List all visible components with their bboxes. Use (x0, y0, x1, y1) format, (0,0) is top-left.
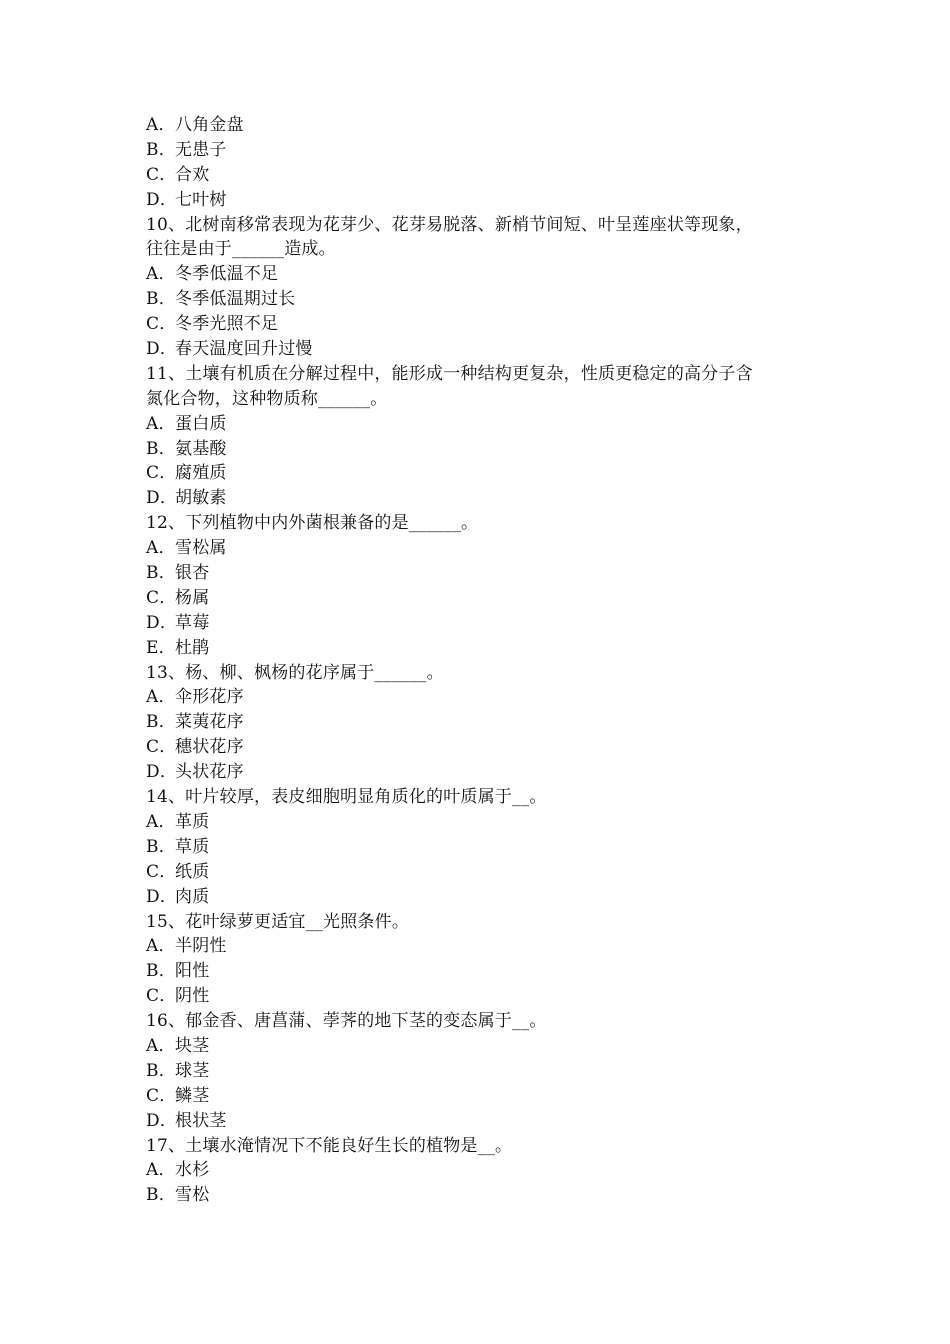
answer-option (146, 138, 816, 163)
option-text: 头状花序 (175, 762, 244, 783)
option-letter: B． (146, 139, 176, 160)
option-letter: E． (146, 637, 176, 658)
option-letter: C． (146, 861, 177, 882)
option-text: 胡敏素 (175, 488, 227, 509)
option-letter: A． (146, 1160, 176, 1181)
option-letter: C． (146, 1085, 177, 1106)
option-letter: C． (146, 463, 177, 484)
document-page (146, 113, 816, 1208)
option-letter: A． (146, 413, 176, 434)
question-text: 16、郁金香、唐菖蒲、荸荠的地下茎的变态属于__。 (146, 1011, 547, 1032)
option-text: 草莓 (175, 612, 210, 633)
question-text-continued: 氮化合物，这种物质称______。 (146, 388, 388, 409)
option-letter: A． (146, 811, 176, 832)
answer-option (146, 262, 816, 287)
answer-option (146, 710, 816, 735)
option-text: 合欢 (175, 164, 210, 185)
option-letter: A． (146, 264, 176, 285)
option-letter: A． (146, 936, 176, 957)
option-text: 革质 (175, 811, 210, 832)
answer-option (146, 337, 816, 362)
option-text: 无患子 (175, 139, 227, 160)
option-letter: B． (146, 712, 176, 733)
option-text: 伞形花序 (175, 687, 244, 708)
option-text: 腐殖质 (175, 463, 227, 484)
option-text: 菜荑花序 (175, 712, 244, 733)
option-letter: C． (146, 164, 177, 185)
option-text: 块茎 (175, 1035, 210, 1056)
answer-option (146, 312, 816, 337)
answer-option (146, 1109, 816, 1134)
question-text: 15、花叶绿萝更适宜__光照条件。 (146, 911, 410, 932)
question-text: 13、杨、柳、枫杨的花序属于______。 (146, 662, 444, 683)
answer-option (146, 885, 816, 910)
answer-option (146, 163, 816, 188)
option-letter: B． (146, 961, 176, 982)
option-text: 蛋白质 (175, 413, 227, 434)
option-letter: C． (146, 737, 177, 758)
option-text: 阴性 (175, 986, 210, 1007)
option-text: 八角金盘 (175, 115, 244, 135)
option-text: 水杉 (175, 1160, 210, 1181)
answer-option (146, 1059, 816, 1084)
answer-option (146, 810, 816, 835)
option-text: 肉质 (175, 886, 210, 907)
option-text: 鳞茎 (175, 1085, 210, 1106)
option-letter: A． (146, 687, 176, 708)
option-text: 冬季低温期过长 (175, 289, 296, 310)
answer-option (146, 536, 816, 561)
answer-option (146, 1034, 816, 1059)
option-letter: D． (146, 762, 178, 783)
option-text: 雪松属 (175, 538, 227, 559)
answer-option (146, 760, 816, 785)
answer-option (146, 287, 816, 312)
option-text: 春天温度回升过慢 (175, 339, 313, 360)
option-text: 冬季光照不足 (175, 314, 279, 335)
option-text: 半阴性 (175, 936, 227, 957)
answer-option (146, 1183, 816, 1208)
option-letter: C． (146, 314, 177, 335)
option-letter: D． (146, 886, 178, 907)
answer-option (146, 412, 816, 437)
answer-option (146, 934, 816, 959)
question-text-continued: 往往是由于______造成。 (146, 239, 336, 260)
answer-option (146, 636, 816, 661)
answer-option (146, 1084, 816, 1109)
option-letter: A． (146, 538, 176, 559)
question-text: 17、土壤水淹情况下不能良好生长的植物是__。 (146, 1135, 513, 1156)
option-letter: D． (146, 612, 178, 633)
option-letter: B． (146, 836, 176, 857)
answer-option (146, 486, 816, 511)
option-letter: B． (146, 1185, 176, 1206)
option-letter: B． (146, 563, 176, 584)
option-letter: C． (146, 986, 177, 1007)
option-letter: D． (146, 488, 178, 509)
option-text: 根状茎 (175, 1110, 227, 1131)
answer-option (146, 959, 816, 984)
option-text: 杜鹃 (175, 637, 210, 658)
option-text: 银杏 (175, 563, 210, 584)
option-letter: D． (146, 339, 178, 360)
answer-option (146, 188, 816, 213)
answer-option (146, 461, 816, 486)
option-text: 穗状花序 (175, 737, 244, 758)
option-text: 七叶树 (175, 189, 227, 210)
answer-option (146, 561, 816, 586)
question-text: 11、土壤有机质在分解过程中，能形成一种结构更复杂，性质更稳定的高分子含 (146, 363, 753, 384)
option-letter: D． (146, 1110, 178, 1131)
option-letter: B． (146, 438, 176, 459)
answer-option (146, 611, 816, 636)
answer-option (146, 113, 816, 138)
option-text: 球茎 (175, 1060, 210, 1081)
question-text: 10、北树南移常表现为花芽少、花芽易脱落、新梢节间短、叶呈莲座状等现象， (146, 214, 753, 235)
option-text: 杨属 (175, 587, 210, 608)
option-text: 冬季低温不足 (175, 264, 279, 285)
answer-option (146, 437, 816, 462)
question-text: 14、叶片较厚，表皮细胞明显角质化的叶质属于__。 (146, 787, 547, 808)
answer-option (146, 685, 816, 710)
answer-option (146, 984, 816, 1009)
option-letter: B． (146, 1060, 176, 1081)
option-letter: A． (146, 115, 176, 135)
option-text: 阳性 (175, 961, 210, 982)
answer-option (146, 735, 816, 760)
option-letter: C． (146, 587, 177, 608)
option-letter: B． (146, 289, 176, 310)
answer-option (146, 835, 816, 860)
option-text: 草质 (175, 836, 210, 857)
option-letter: A． (146, 1035, 176, 1056)
question-text: 12、下列植物中内外菌根兼备的是______。 (146, 513, 479, 534)
option-text: 雪松 (175, 1185, 210, 1206)
option-text: 氨基酸 (175, 438, 227, 459)
answer-option (146, 1158, 816, 1183)
answer-option (146, 860, 816, 885)
answer-option (146, 586, 816, 611)
option-letter: D． (146, 189, 178, 210)
option-text: 纸质 (175, 861, 210, 882)
